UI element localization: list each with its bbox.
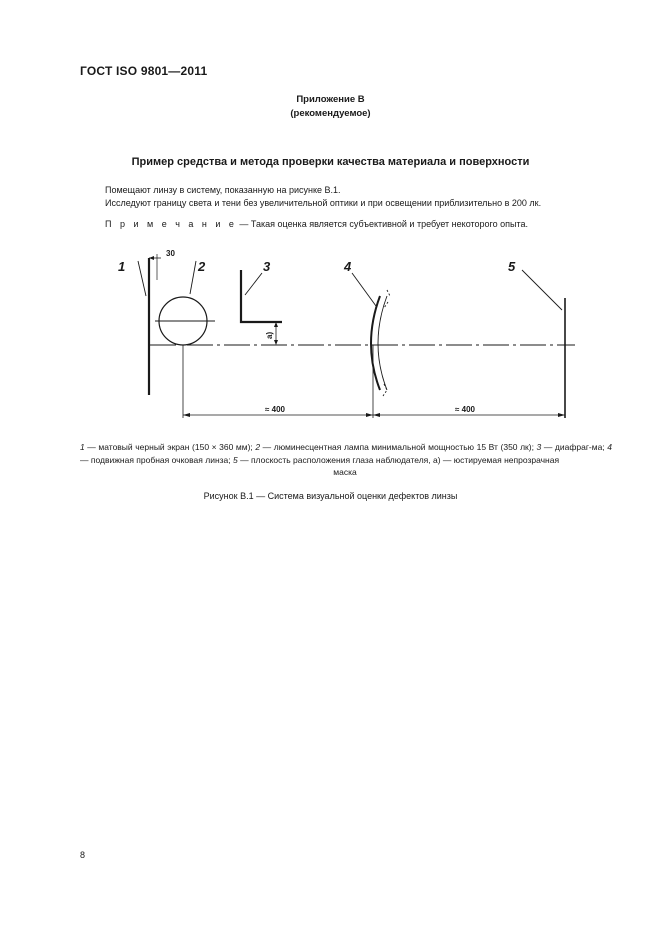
diaphragm (241, 270, 282, 322)
legend-index-4: 4 (607, 442, 612, 452)
legend-index-1: 1 (80, 442, 85, 452)
figure-legend (80, 441, 612, 467)
label-3: 3 (263, 259, 271, 274)
legend-text-1: — матовый черный экран (150 × 360 мм); (84, 442, 256, 452)
note-text: — Такая оценка является субъективной и требует некоторого опыта. (236, 219, 528, 229)
label-2: 2 (198, 259, 206, 274)
note (105, 219, 528, 229)
dim-right: ≈ 400 (455, 405, 475, 414)
appendix-subtitle: (рекомендуемое) (290, 108, 371, 119)
dim-a: a) (265, 331, 274, 339)
dim-30: 30 (166, 249, 175, 258)
legend-last-line: маска (333, 467, 357, 477)
label-4: 4 (344, 259, 352, 274)
label-5: 5 (508, 259, 516, 274)
appendix-title: Приложение В (296, 94, 365, 105)
legend-text-3: — диафраг-ма; (541, 442, 608, 452)
trial-lens (371, 296, 380, 390)
page-number: 8 (80, 850, 86, 860)
paragraph-2: Исследуют границу света и тени без увеличительной оптики и при освещении приблизительно в 200 лк. (105, 198, 542, 208)
legend-index-2: 2 (255, 442, 261, 452)
paragraph-1: Помещают линзу в систему, показанную на рисунке В.1. (105, 185, 341, 195)
label-1: 1 (118, 259, 126, 274)
dim-left: ≈ 400 (265, 405, 285, 414)
legend-text-4: — подвижная пробная очковая линза; (80, 455, 233, 465)
section-heading: Пример средства и метода проверки качества материала и поверхности (131, 156, 530, 168)
figure-diagram (0, 240, 661, 430)
legend-text-5: — плоскость расположения глаза наблюдателя, а) — юстируемая непрозрачная (237, 455, 560, 465)
legend-index-3: 3 (536, 442, 542, 452)
legend-index-5: 5 (232, 455, 238, 465)
figure-caption: Рисунок В.1 — Система визуальной оценки дефектов линзы (203, 491, 458, 501)
legend-text-2: — люминесцентная лампа минимальной мощностью 15 Вт (350 лк); (260, 442, 537, 452)
note-label: П р и м е ч а н и е (105, 219, 237, 229)
document-code: ГОСТ ISO 9801—2011 (80, 64, 208, 78)
